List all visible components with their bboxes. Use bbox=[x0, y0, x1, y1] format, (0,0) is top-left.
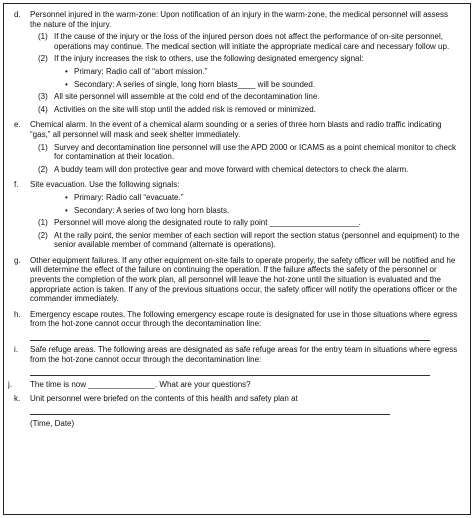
section-e-label: e. bbox=[14, 120, 21, 130]
section-d-sub-1: (1) If the cause of the injury or the loss of the injured person does not affect the performance of on-site personnel, operations may continue. The medical section will initiate the appropriate medical care and necessary follow up. bbox=[38, 32, 450, 51]
section-d-text: Personnel injured in the warm-zone: Upon notification of an injury in the warm-zone, the medical personnel will assess the nature of the injury. bbox=[30, 10, 448, 29]
bullet-icon: • bbox=[65, 192, 68, 202]
briefing-fill-line[interactable] bbox=[30, 407, 390, 415]
section-f-bullet-2: • Secondary: A series of two long horn blasts. bbox=[65, 205, 230, 215]
section-d-sub-3: (3) All site personnel will assemble at the cold end of the decontamination line. bbox=[38, 92, 320, 102]
section-e-sub-2: (2) A buddy team will don protective gear and move forward with chemical detectors to check the alarm. bbox=[38, 164, 409, 174]
escape-route-fill-line[interactable] bbox=[30, 333, 430, 341]
section-k-text: Unit personnel were briefed on the contents of this health and safety plan at bbox=[30, 393, 298, 403]
section-d-bullet-2: • Secondary: A series of single, long horn blasts____ will be sounded. bbox=[65, 79, 316, 89]
section-i-text: Safe refuge areas. The following areas are designated as safe refuge areas for the entry team in situations where egress from the hot-zone cannot occur through the decontamination line: bbox=[30, 345, 458, 364]
section-f-bullet-1: • Primary: Radio call “evacuate.” bbox=[65, 192, 184, 202]
section-g bbox=[12, 256, 460, 304]
section-e-sub-1: (1) Survey and decontamination line personnel will use the APD 2000 or ICAMS as a point chemical monitor to check for contamination at their location. bbox=[38, 142, 456, 162]
section-d-sub-4: (4) Activities on the site will stop until the added risk is removed or minimized. bbox=[38, 104, 316, 114]
section-d-bullet-1: • Primary: Radio call of “abort mission.” bbox=[65, 66, 208, 76]
section-f bbox=[12, 180, 460, 250]
section-k bbox=[12, 394, 460, 429]
section-i bbox=[12, 345, 460, 376]
section-e-text: Chemical alarm. In the event of a chemical alarm sounding or a series of three horn blasts and radio traffic indicating “gas,” all personnel will mask and seek shelter immediately. bbox=[30, 120, 442, 139]
section-k-label: k. bbox=[14, 393, 21, 403]
section-f-text: Site evacuation. Use the following signals: bbox=[30, 180, 180, 190]
section-f-sub-1: (1) Personnel will move along the designated route to rally point ____________________. bbox=[38, 218, 361, 228]
bullet-icon: • bbox=[65, 205, 68, 215]
section-j-text: The time is now _______________. What are your questions? bbox=[30, 380, 251, 390]
section-h-text: Emergency escape routes. The following emergency escape route is designated for use in those situations where egress from the hot-zone cannot occur through the decontamination line: bbox=[30, 309, 458, 329]
bullet-icon: • bbox=[65, 66, 68, 76]
document-page bbox=[3, 3, 471, 515]
section-i-label: i. bbox=[14, 345, 18, 355]
section-g-label: g. bbox=[14, 255, 21, 265]
section-j bbox=[8, 380, 460, 390]
section-g-text: Other equipment failures. If any other equipment on-site fails to operate properly, the safety officer will be notified and he will determine the effect of the failure on continuing the operation. If the failure affects the safety of the personnel or prevents the completion of the work plan, all personnel will leave the hot-zone until the situation is evaluated and the appropriate action is taken. If any of the previous situations occur, the safety officer will notify the operations officer or the commander immediately. bbox=[30, 255, 458, 304]
section-d bbox=[12, 10, 460, 114]
section-f-sub-2: (2) At the rally point, the senior member of each section will report the section status (personnel and equipment) to the senior available member of command (alternate is operations). bbox=[38, 230, 460, 250]
section-e bbox=[12, 120, 460, 174]
section-h-label: h. bbox=[14, 309, 21, 319]
bullet-icon: • bbox=[65, 79, 68, 89]
section-d-label: d. bbox=[14, 10, 21, 19]
section-h bbox=[12, 310, 460, 341]
section-j-label: j. bbox=[8, 380, 12, 390]
time-date-caption: (Time, Date) bbox=[30, 419, 75, 429]
safe-refuge-fill-line[interactable] bbox=[30, 368, 430, 376]
section-f-label: f. bbox=[14, 180, 19, 190]
section-d-sub-2: (2) If the injury increases the risk to others, use the following designated emergency signal: bbox=[38, 54, 364, 64]
